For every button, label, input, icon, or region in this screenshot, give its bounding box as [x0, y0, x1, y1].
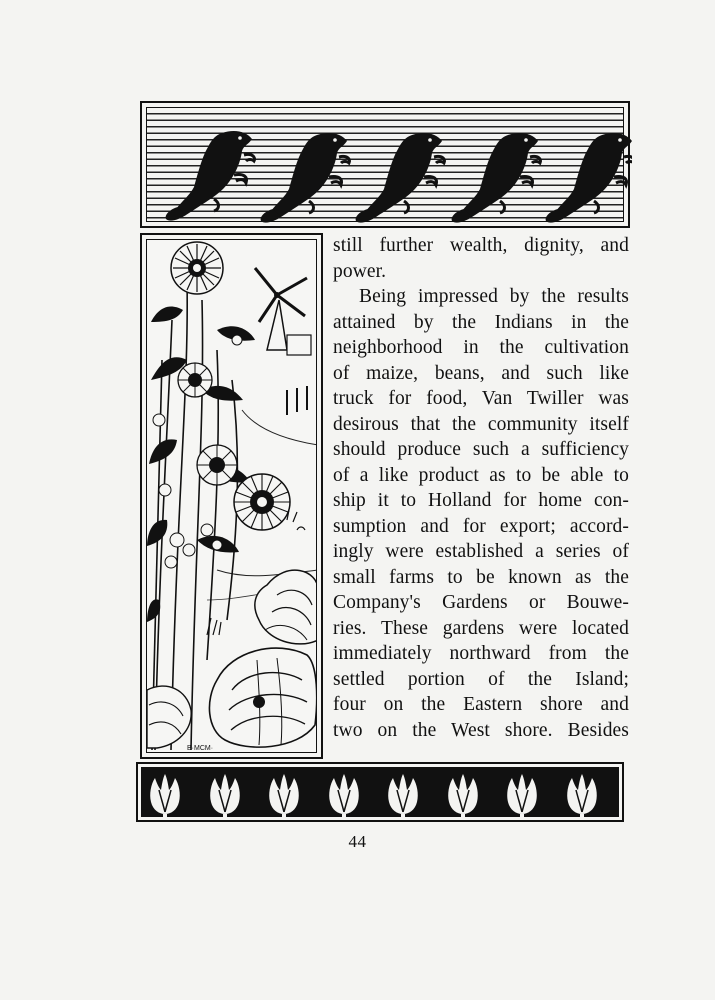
cabbage-icon [209, 648, 316, 747]
flower-icon [171, 242, 223, 294]
text-line: of maize, beans, and such like [333, 362, 629, 384]
tulip-icon [150, 774, 180, 820]
text-line: Company's Gardens or Bouwe- [333, 592, 629, 613]
text-line: attained by the Indians in the [333, 311, 629, 333]
cabbage-icon [147, 686, 191, 748]
text-line: still further wealth, dignity, and [333, 235, 629, 256]
beaver-icon [546, 133, 632, 223]
beaver-icon [452, 133, 541, 223]
tulip-icon [329, 774, 359, 820]
beaver-icon [261, 133, 350, 223]
text-line: small farms to be known as the [333, 566, 629, 588]
page-number: 44 [348, 832, 367, 851]
text-line: desirous that the community itself [333, 413, 629, 435]
text-line: of a like product as to be able to [333, 464, 629, 486]
text-line: four on the Eastern shore and [333, 694, 629, 715]
tulip-frieze [136, 762, 624, 822]
tulip-icon [567, 774, 597, 820]
garden-illustration [140, 233, 323, 759]
tulip-icon [448, 774, 478, 820]
flower-icon [197, 445, 237, 485]
text-line: truck for food, Van Twiller was [333, 388, 629, 409]
tulip-icon [388, 774, 418, 820]
garden-scene [147, 240, 317, 753]
text-line: ingly were established a series of [333, 541, 629, 562]
text-line: ship it to Holland for home con- [333, 490, 629, 511]
text-line: immediately northward from the [333, 643, 629, 664]
illustrator-signature: B·MCM· [187, 745, 214, 752]
text-line: should produce such a sufficiency [333, 439, 629, 460]
flower-icon [178, 363, 212, 397]
tulip-row [138, 764, 626, 824]
beaver-row [142, 103, 632, 230]
text-line: sumption and for export; accord- [333, 515, 629, 537]
flower-icon [234, 474, 290, 530]
tulip-icon [507, 774, 537, 820]
beaver-frieze [140, 101, 630, 228]
text-line: ries. These gardens were located [333, 617, 629, 639]
body-text [333, 233, 629, 759]
windmill-icon [255, 268, 311, 355]
beaver-icon [166, 131, 255, 221]
text-line: power. [333, 260, 387, 282]
text-line: settled portion of the Island; [333, 668, 629, 690]
tulip-icon [269, 774, 299, 820]
cabbage-icon [255, 570, 317, 644]
text-line: Being impressed by the results [359, 286, 629, 307]
beaver-icon [356, 133, 445, 223]
text-line: neighborhood in the cultivation [333, 337, 629, 358]
tulip-icon [210, 774, 240, 820]
text-line: two on the West shore. Besides [333, 719, 629, 741]
